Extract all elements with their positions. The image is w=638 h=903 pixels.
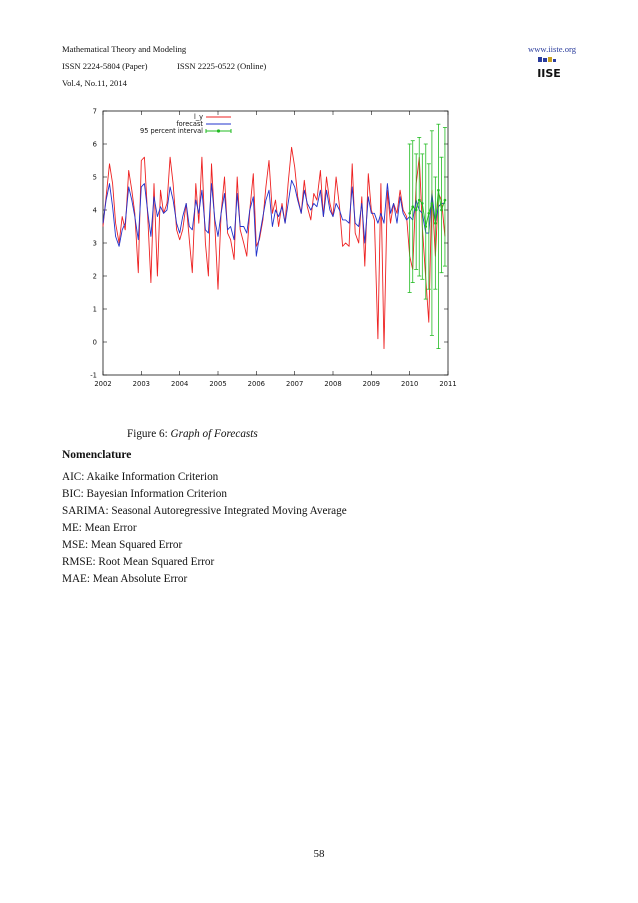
- interval-point: [408, 212, 411, 215]
- nomenclature-item-aic: AIC: Akaike Information Criterion: [62, 471, 219, 483]
- x-tick-label: 2010: [401, 380, 419, 388]
- x-tick-label: 2011: [439, 380, 457, 388]
- issn-paper: ISSN 2224-5804 (Paper): [62, 61, 148, 71]
- x-tick-label: 2005: [209, 380, 227, 388]
- interval-point: [421, 202, 424, 205]
- forecast-chart: [85, 103, 460, 391]
- interval-point: [444, 199, 447, 202]
- legend-label-l-y: l_y: [193, 113, 203, 121]
- volume-issue: Vol.4, No.11, 2014: [62, 78, 127, 88]
- x-tick-label: 2009: [362, 380, 380, 388]
- figure-label: Figure 6:: [127, 428, 168, 440]
- x-tick-label: 2002: [94, 380, 112, 388]
- chart-legend: [140, 113, 231, 135]
- interval-point: [440, 209, 443, 212]
- interval-point: [415, 209, 418, 212]
- y-tick-label: 1: [92, 305, 97, 314]
- x-tick-label: 2006: [247, 380, 265, 388]
- nomenclature-item-mse: MSE: Mean Squared Error: [62, 539, 183, 551]
- figure-caption: [127, 428, 258, 440]
- y-tick-label: 5: [92, 173, 97, 182]
- legend-label-forecast: forecast: [176, 120, 203, 128]
- y-tick-label: 4: [92, 206, 97, 215]
- x-tick-label: 2003: [132, 380, 150, 388]
- plot-frame: [103, 111, 448, 375]
- nomenclature-item-rmse: RMSE: Root Mean Squared Error: [62, 556, 215, 568]
- y-tick-label: 2: [92, 272, 97, 281]
- legend-swatch-interval-marker: [217, 129, 220, 132]
- legend-label-interval: 95 percent interval: [140, 127, 203, 135]
- y-tick-label: 3: [92, 239, 97, 248]
- figure-title: Graph of Forecasts: [170, 428, 258, 440]
- x-tick-label: 2008: [324, 380, 342, 388]
- y-tick-label: -1: [90, 371, 97, 380]
- interval-point: [418, 199, 421, 202]
- x-tick-label: 2004: [171, 380, 189, 388]
- iiste-logo: [536, 57, 562, 81]
- nomenclature-item-sarima: SARIMA: Seasonal Autoregressive Integrated Moving Average: [62, 505, 347, 517]
- x-tick-label: 2007: [286, 380, 304, 388]
- nomenclature-heading: Nomenclature: [62, 449, 132, 461]
- journal-url-link[interactable]: www.iiste.org: [528, 44, 576, 54]
- svg-text:IISE: IISE: [537, 67, 561, 80]
- page-number: 58: [313, 848, 325, 860]
- nomenclature-item-bic: BIC: Bayesian Information Criterion: [62, 488, 227, 500]
- nomenclature-item-mae: MAE: Mean Absolute Error: [62, 573, 188, 585]
- interval-point: [428, 212, 431, 215]
- interval-point: [434, 222, 437, 225]
- y-tick-label: 6: [92, 140, 97, 149]
- series-line-l-y: [103, 147, 445, 348]
- y-tick-label: 7: [92, 107, 97, 116]
- issn-online: ISSN 2225-0522 (Online): [177, 61, 267, 71]
- interval-point: [431, 202, 434, 205]
- interval-point: [437, 189, 440, 192]
- interval-point: [411, 205, 414, 208]
- y-tick-label: 0: [92, 338, 97, 347]
- nomenclature-item-me: ME: Mean Error: [62, 522, 137, 534]
- journal-title: Mathematical Theory and Modeling: [62, 44, 187, 54]
- interval-point: [424, 225, 427, 228]
